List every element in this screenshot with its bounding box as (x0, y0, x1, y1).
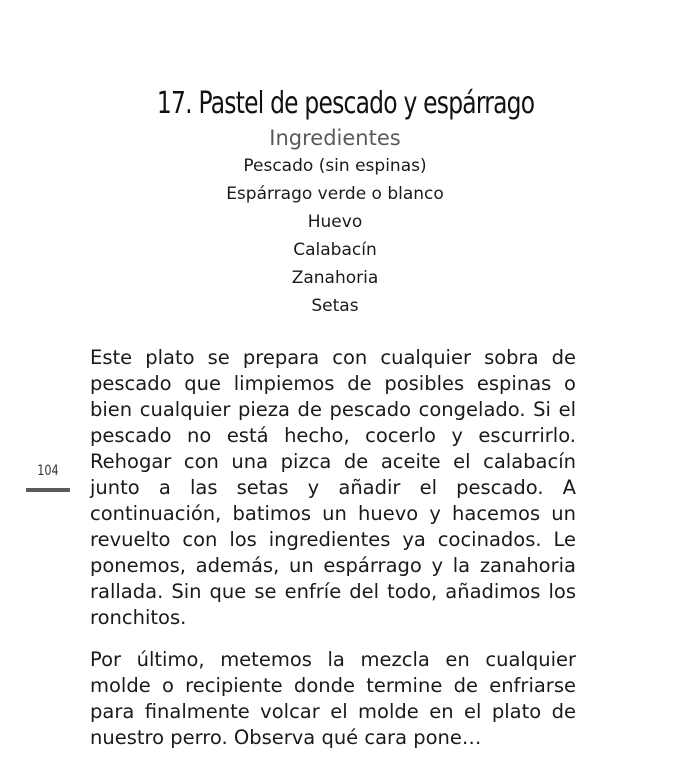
ingredient-item: Setas (311, 296, 359, 316)
instruction-paragraph: Por último, metemos la mezcla en cualquier molde o recipiente donde termine de enfriarse para finalmente volcar el molde en el plato de nuestro perro. Observa qué cara pone… (90, 648, 576, 749)
ingredient-item: Calabacín (293, 240, 377, 260)
ingredient-item: Zanahoria (291, 268, 379, 288)
ingredients-heading: Ingredientes (269, 126, 401, 150)
ingredients-section (0, 124, 670, 320)
instruction-paragraph: Este plato se prepara con cualquier sobra de pescado que limpiemos de posibles espinas o bien cualquier pieza de pescado congelado. Si el pescado no está hecho, cocerlo y escurrirlo. Rehogar con una pizca de aceite el calabacín junto a las setas y añadir el pescado. A continuación, batimos un huevo y hacemos un revuelto con los ingredientes ya cocinados. Le ponemos, además, un espárrago y la zanahoria rallada. Sin que se enfríe del todo, añadimos los ronchitos. (90, 346, 576, 629)
ingredients-list (0, 152, 670, 320)
ingredient-item: Huevo (307, 212, 363, 232)
recipe-instructions (90, 345, 576, 767)
page-number-rule (26, 488, 70, 492)
ingredient-item: Espárrago verde o blanco (226, 184, 444, 204)
page-number: 104 (37, 463, 59, 479)
ingredient-item: Pescado (sin espinas) (243, 156, 427, 176)
recipe-title: 17. Pastel de pescado y espárrago (156, 86, 535, 122)
